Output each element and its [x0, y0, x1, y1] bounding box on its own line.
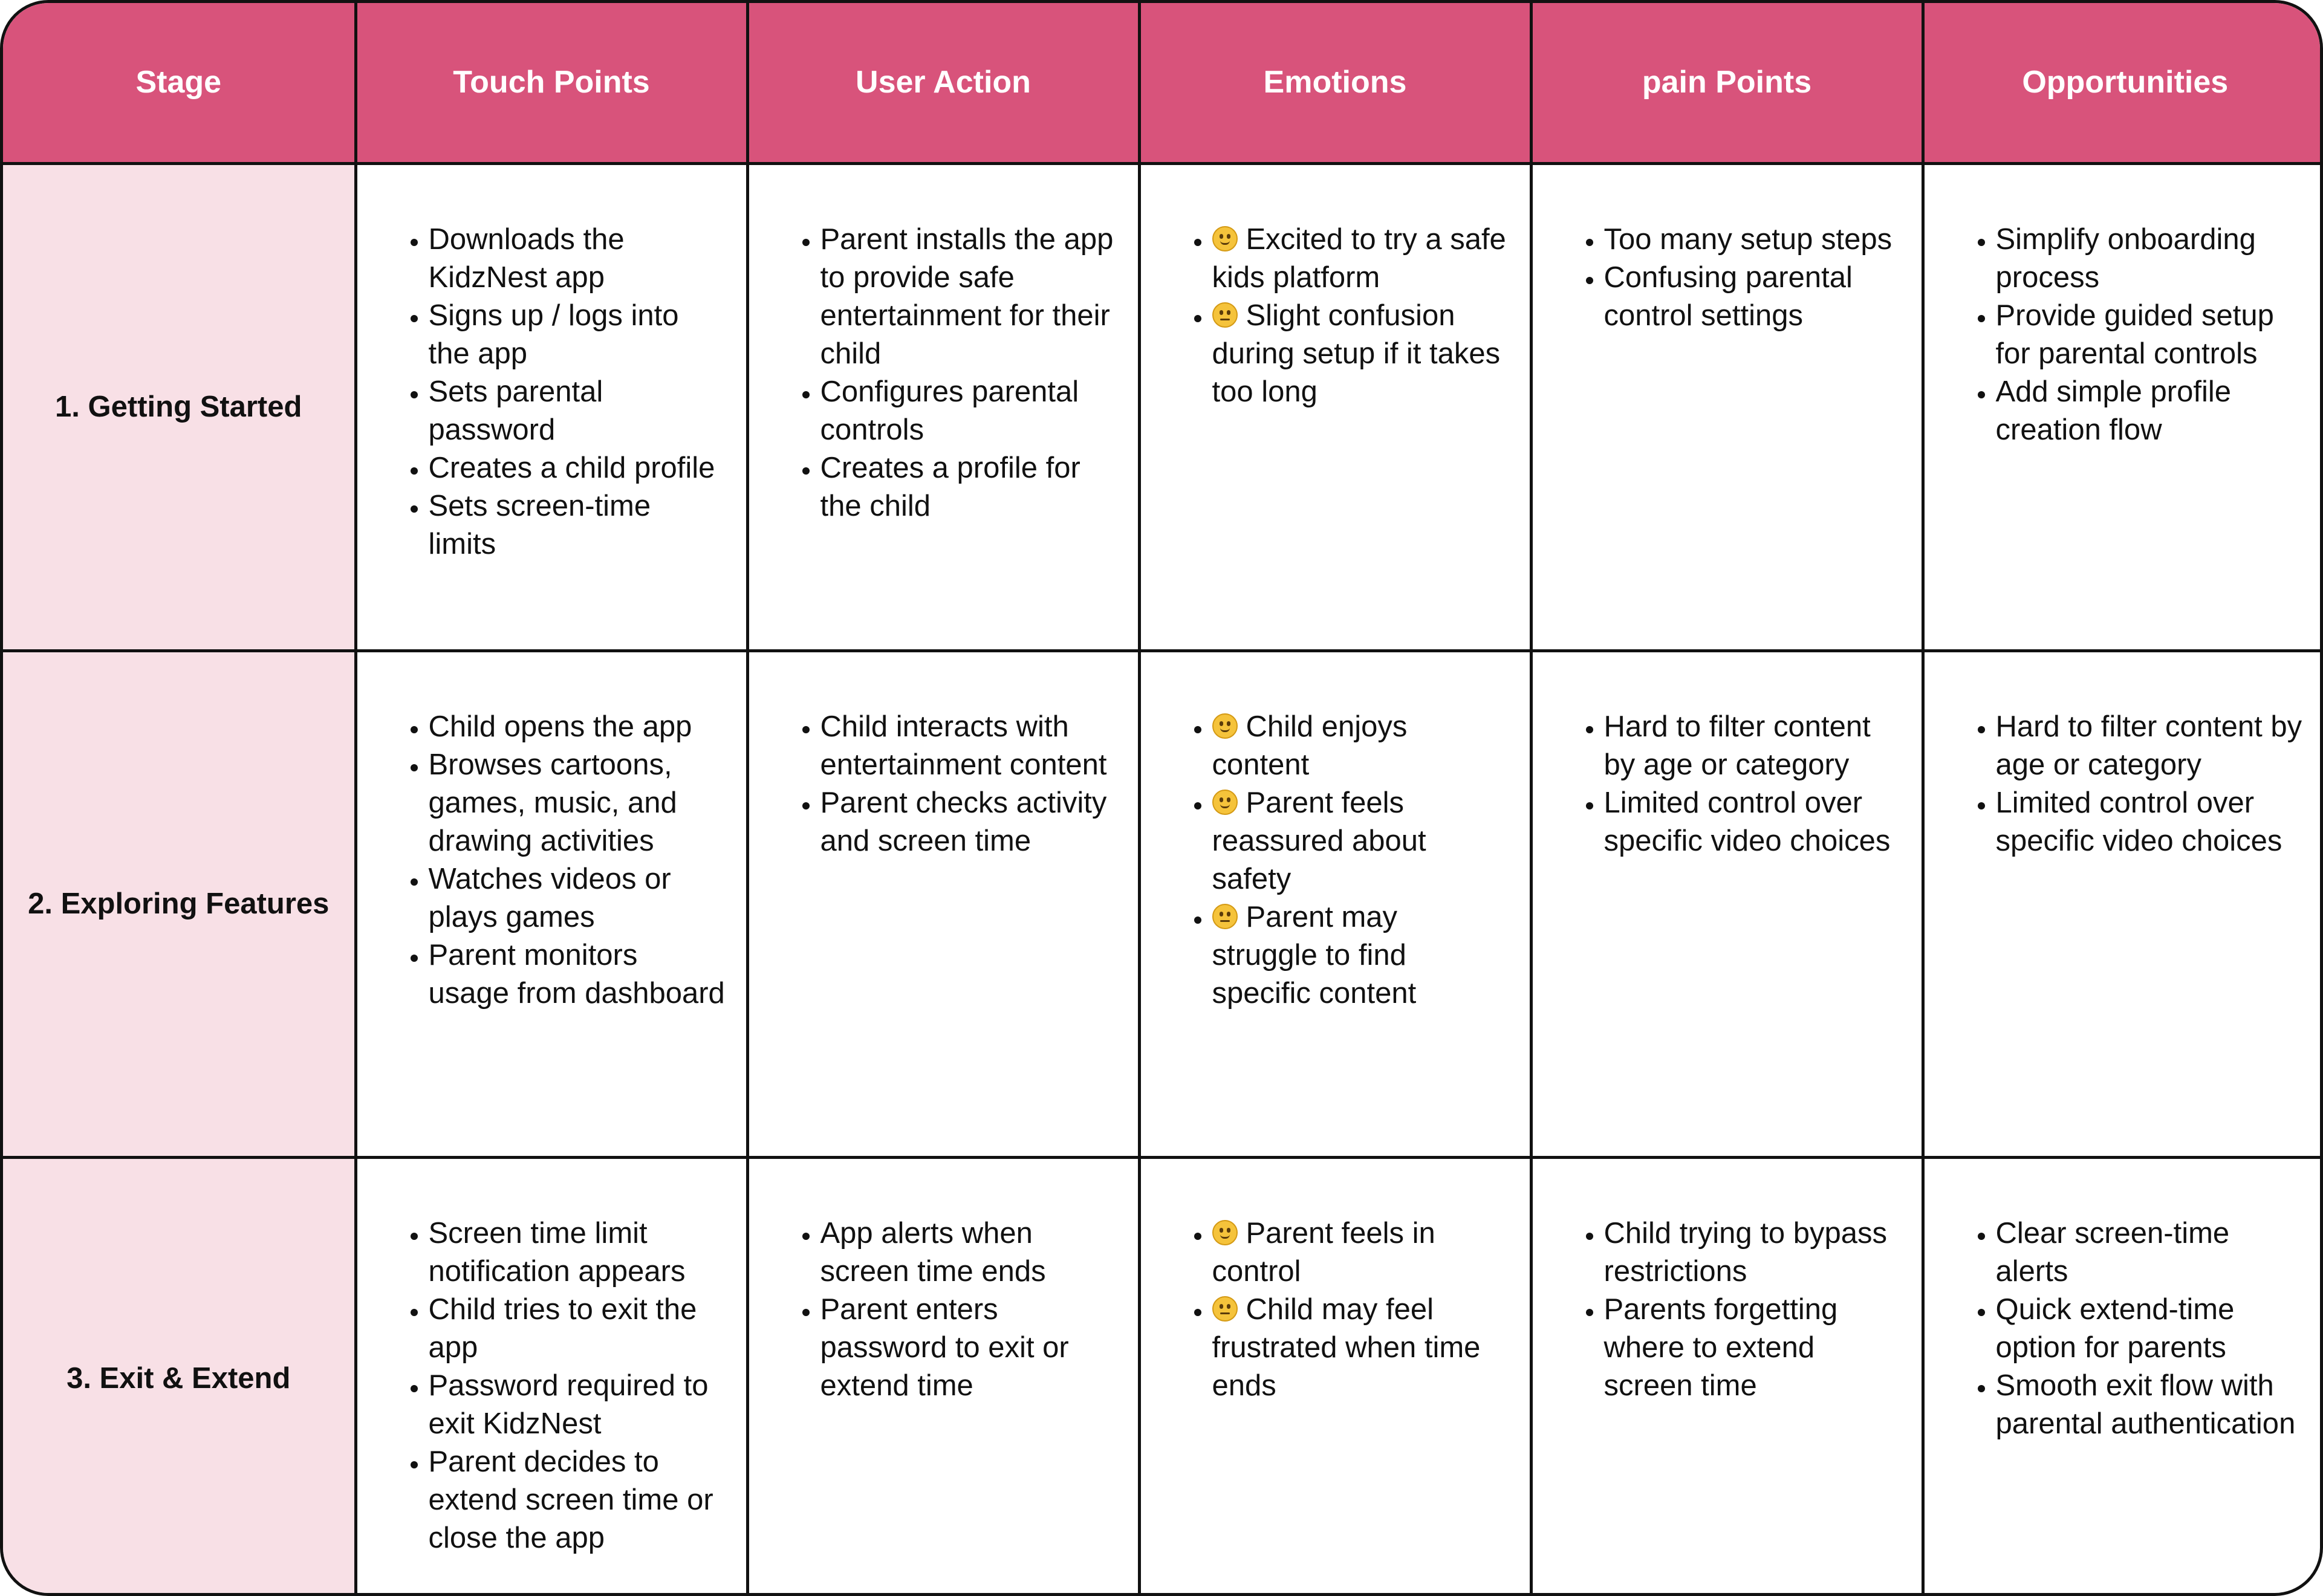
user-action-cell: [747, 163, 1139, 650]
list-item: • Child trying to bypass restrictions: [1604, 1215, 1901, 1291]
list-item: [1212, 1291, 1509, 1405]
list-item: [1212, 898, 1509, 1013]
list-item: • Downloads the KidzNest app: [429, 221, 726, 297]
header-emotions: Emotions: [1139, 3, 1531, 163]
list-item: • Quick extend-time option for parents: [1996, 1291, 2306, 1367]
user-action-cell: [747, 650, 1139, 1157]
emotion-text: Child enjoys content: [1212, 710, 1408, 781]
list-item: • Clear screen-time alerts: [1996, 1215, 2306, 1291]
pain-points-list: [1533, 1159, 1922, 1405]
pain-points-cell: [1531, 1157, 1923, 1596]
list-item: • Simplify onboarding process: [1996, 221, 2306, 297]
list-item: • Hard to filter content by age or category: [1996, 708, 2306, 784]
list-item: • Parent checks activity and screen time: [820, 784, 1117, 860]
list-item: [1212, 221, 1509, 297]
table-row: [3, 650, 2323, 1157]
pain-points-cell: [1531, 650, 1923, 1157]
user-journey-table: [3, 3, 2323, 1596]
emotion-text: Slight confusion during setup if it takes too long: [1212, 299, 1501, 408]
emotions-cell: [1139, 163, 1531, 650]
opportunities-list: [1925, 652, 2323, 860]
list-item: • Child tries to exit the app: [429, 1291, 726, 1367]
list-item: [1212, 1215, 1509, 1291]
list-item: • Too many setup steps: [1604, 221, 1901, 259]
opportunities-list: [1925, 1159, 2323, 1443]
neutral-face-icon: [1212, 904, 1238, 929]
user-action-list: [749, 165, 1138, 525]
table-row: [3, 1157, 2323, 1596]
opportunities-list: [1925, 165, 2323, 449]
list-item: • Smooth exit flow with parental authentication: [1996, 1367, 2306, 1443]
emotion-text: Child may feel frustrated when time ends: [1212, 1293, 1481, 1402]
slightly-smiling-face-icon: [1212, 713, 1238, 739]
list-item: [1212, 708, 1509, 784]
header-row: [3, 3, 2323, 163]
touch-points-cell: [356, 163, 747, 650]
list-item: • Parent monitors usage from dashboard: [429, 936, 726, 1013]
list-item: • Sets screen-time limits: [429, 487, 726, 563]
list-item: • Child interacts with entertainment content: [820, 708, 1117, 784]
list-item: • Parent installs the app to provide safe entertainment for their child: [820, 221, 1117, 373]
pain-points-list: [1533, 652, 1922, 860]
emotions-list: [1141, 1159, 1530, 1405]
list-item: • Browses cartoons, games, music, and drawing activities: [429, 746, 726, 860]
user-action-cell: [747, 1157, 1139, 1596]
list-item: • Signs up / logs into the app: [429, 297, 726, 373]
list-item: • Sets parental password: [429, 373, 726, 449]
emotions-list: [1141, 652, 1530, 1013]
pain-points-list: [1533, 165, 1922, 335]
neutral-face-icon: [1212, 302, 1238, 328]
list-item: • Creates a profile for the child: [820, 449, 1117, 525]
slightly-smiling-face-icon: [1212, 226, 1238, 251]
stage-cell: 3. Exit & Extend: [3, 1157, 356, 1596]
header-opportunities: Opportunities: [1923, 3, 2323, 163]
touch-points-list: [357, 652, 746, 1013]
list-item: [1212, 784, 1509, 898]
pain-points-cell: [1531, 163, 1923, 650]
stage-cell: 1. Getting Started: [3, 163, 356, 650]
list-item: • Watches videos or plays games: [429, 860, 726, 936]
neutral-face-icon: [1212, 1296, 1238, 1322]
list-item: • App alerts when screen time ends: [820, 1215, 1117, 1291]
header-stage: Stage: [3, 3, 356, 163]
touch-points-cell: [356, 1157, 747, 1596]
list-item: • Password required to exit KidzNest: [429, 1367, 726, 1443]
emotion-text: Parent may struggle to find specific content: [1212, 900, 1417, 1010]
emotion-text: Parent feels reassured about safety: [1212, 786, 1426, 895]
table-row: [3, 163, 2323, 650]
list-item: • Provide guided setup for parental controls: [1996, 297, 2306, 373]
list-item: • Configures parental controls: [820, 373, 1117, 449]
list-item: • Screen time limit notification appears: [429, 1215, 726, 1291]
stage-cell: 2. Exploring Features: [3, 650, 356, 1157]
list-item: • Parent decides to extend screen time or close the app: [429, 1443, 726, 1557]
list-item: • Hard to filter content by age or category: [1604, 708, 1901, 784]
slightly-smiling-face-icon: [1212, 1220, 1238, 1245]
list-item: • Limited control over specific video choices: [1996, 784, 2306, 860]
header-user-action: User Action: [747, 3, 1139, 163]
list-item: • Parents forgetting where to extend screen time: [1604, 1291, 1901, 1405]
list-item: • Creates a child profile: [429, 449, 726, 487]
emotion-text: Excited to try a safe kids platform: [1212, 222, 1506, 294]
opportunities-cell: [1923, 163, 2323, 650]
emotions-cell: [1139, 1157, 1531, 1596]
list-item: • Confusing parental control settings: [1604, 259, 1901, 335]
touch-points-cell: [356, 650, 747, 1157]
list-item: [1212, 297, 1509, 411]
touch-points-list: [357, 1159, 746, 1557]
list-item: • Add simple profile creation flow: [1996, 373, 2306, 449]
emotions-cell: [1139, 650, 1531, 1157]
slightly-smiling-face-icon: [1212, 790, 1238, 815]
user-action-list: [749, 652, 1138, 860]
user-action-list: [749, 1159, 1138, 1405]
opportunities-cell: [1923, 1157, 2323, 1596]
list-item: • Child opens the app: [429, 708, 726, 746]
header-pain-points: pain Points: [1531, 3, 1923, 163]
emotions-list: [1141, 165, 1530, 411]
list-item: • Parent enters password to exit or extend time: [820, 1291, 1117, 1405]
opportunities-cell: [1923, 650, 2323, 1157]
emotion-text: Parent feels in control: [1212, 1216, 1435, 1288]
touch-points-list: [357, 165, 746, 563]
header-touch-points: Touch Points: [356, 3, 747, 163]
list-item: • Limited control over specific video choices: [1604, 784, 1901, 860]
